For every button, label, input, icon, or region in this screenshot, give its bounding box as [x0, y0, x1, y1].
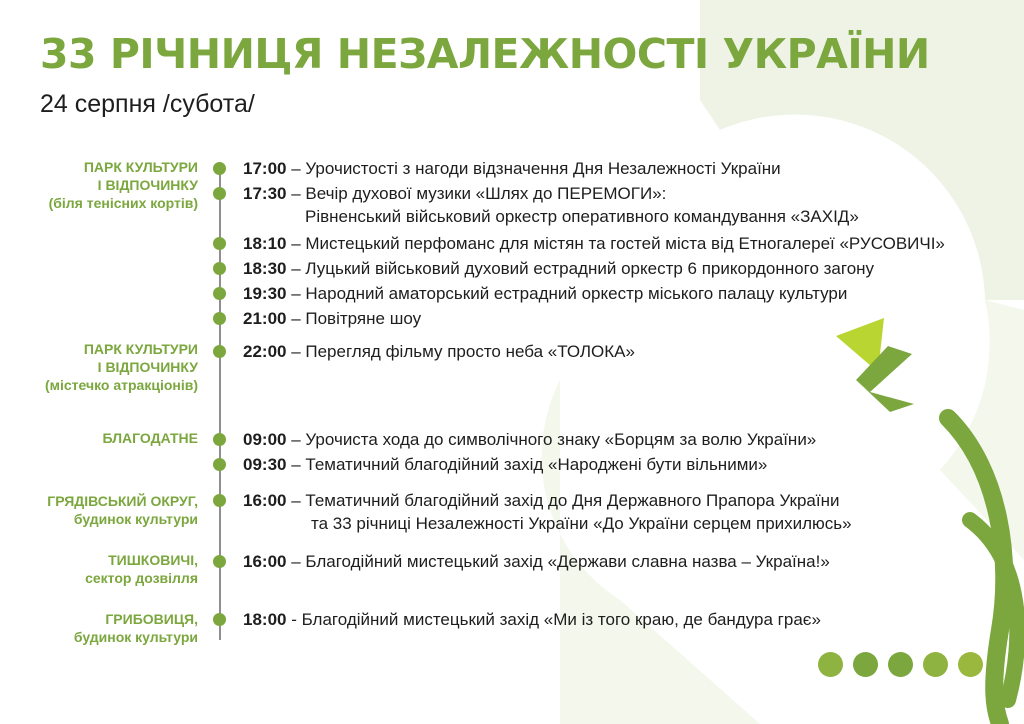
venue-tyshkovychi: [85, 551, 198, 587]
event-time: 17:00: [243, 159, 287, 178]
event-item: [243, 608, 821, 631]
venue-name: ГРИБОВИЦЯ,: [105, 611, 198, 627]
decorative-dot: [888, 652, 913, 677]
venue-blahodatne: [103, 429, 199, 447]
event-date: 24 серпня /субота/: [40, 90, 255, 118]
timeline-dot: [213, 494, 226, 507]
venue-detail: сектор дозвілля: [85, 570, 198, 586]
event-time: 18:00: [243, 610, 287, 629]
venue-name: ПАРК КУЛЬТУРИ: [83, 159, 198, 175]
timeline-dot: [213, 458, 226, 471]
event-item: [243, 307, 421, 330]
event-time: 18:10: [243, 234, 287, 253]
event-time: 19:30: [243, 284, 287, 303]
timeline-dot: [213, 162, 226, 175]
venue-detail: (біля тенісних кортів): [48, 195, 198, 211]
page-title: 33 РІЧНИЦЯ НЕЗАЛЕЖНОСТІ УКРАЇНИ: [40, 30, 930, 78]
timeline-dot: [213, 433, 226, 446]
timeline-dot: [213, 345, 226, 358]
event-description: – Урочиста хода до символічного знаку «Борцям за волю України»: [286, 430, 817, 449]
venue-name: ТИШКОВИЧІ,: [108, 552, 198, 568]
event-time: 18:30: [243, 259, 287, 278]
event-description: – Перегляд фільму просто неба «ТОЛОКА»: [286, 342, 635, 361]
decorative-dot: [818, 652, 843, 677]
event-time: 22:00: [243, 342, 287, 361]
event-description-continued: Рівненський військовий оркестр оперативного командування «ЗАХІД»: [305, 207, 859, 226]
event-item: [243, 257, 874, 280]
venue-hriadivskyi: [47, 492, 198, 528]
event-description: – Повітряне шоу: [286, 309, 422, 328]
venue-hrybovytsia: [74, 610, 198, 646]
event-item: [243, 232, 945, 255]
event-description: – Тематичний благодійний захід до Дня Державного Прапора України: [286, 491, 840, 510]
event-item: [243, 340, 635, 363]
event-description: – Тематичний благодійний захід «Народжені бути вільними»: [286, 455, 768, 474]
event-item: [243, 182, 859, 228]
event-time: 16:00: [243, 552, 287, 571]
venue-park-attractions: [45, 340, 198, 394]
event-description: – Урочистості з нагоди відзначення Дня Незалежності України: [286, 159, 781, 178]
event-item: [243, 489, 852, 535]
event-description: – Благодійний мистецький захід «Держави славна назва – Україна!»: [286, 552, 830, 571]
decorative-dot: [958, 652, 983, 677]
decorative-dot: [853, 652, 878, 677]
event-time: 21:00: [243, 309, 287, 328]
venue-detail: будинок культури: [73, 629, 198, 645]
timeline-dot: [213, 287, 226, 300]
venue-detail: (містечко атракціонів): [44, 377, 198, 393]
timeline-line: [219, 162, 221, 640]
timeline-dot: [213, 237, 226, 250]
event-time: 17:30: [243, 184, 287, 203]
event-item: [243, 428, 816, 451]
event-description: – Луцький військовий духовий естрадний оркестр 6 прикордонного загону: [286, 259, 875, 278]
timeline-dot: [213, 613, 226, 626]
venue-name: БЛАГОДАТНЕ: [102, 430, 198, 446]
event-time: 16:00: [243, 491, 287, 510]
timeline-dot: [213, 262, 226, 275]
venue-name: ГРЯДІВСЬКИЙ ОКРУГ,: [47, 493, 198, 509]
event-item: [243, 453, 767, 476]
event-time: 09:00: [243, 430, 287, 449]
timeline-dot: [213, 555, 226, 568]
event-description-continued: та 33 річниці Незалежності України «До України серцем прихилюсь»: [311, 514, 852, 533]
venue-name-line2: І ВІДПОЧИНКУ: [97, 177, 198, 193]
timeline-dot: [213, 187, 226, 200]
decorative-dot: [923, 652, 948, 677]
event-description: – Мистецький перфоманс для містян та гостей міста від Етногалереї «РУСОВИЧІ»: [286, 234, 945, 253]
event-item: [243, 157, 781, 180]
venue-detail: будинок культури: [73, 511, 198, 527]
logo-k-mark: [836, 318, 914, 412]
event-item: [243, 282, 847, 305]
venue-name: ПАРК КУЛЬТУРИ: [83, 341, 198, 357]
event-description: – Вечір духової музики «Шлях до ПЕРЕМОГИ»:: [286, 184, 667, 203]
venue-name-line2: І ВІДПОЧИНКУ: [97, 359, 198, 375]
event-description: - Благодійний мистецький захід «Ми із того краю, де бандура грає»: [286, 610, 821, 629]
event-time: 09:30: [243, 455, 287, 474]
venue-park-tennis: [49, 158, 198, 212]
event-item: [243, 550, 830, 573]
event-description: – Народний аматорський естрадний оркестр міського палацу культури: [286, 284, 848, 303]
timeline-dot: [213, 312, 226, 325]
